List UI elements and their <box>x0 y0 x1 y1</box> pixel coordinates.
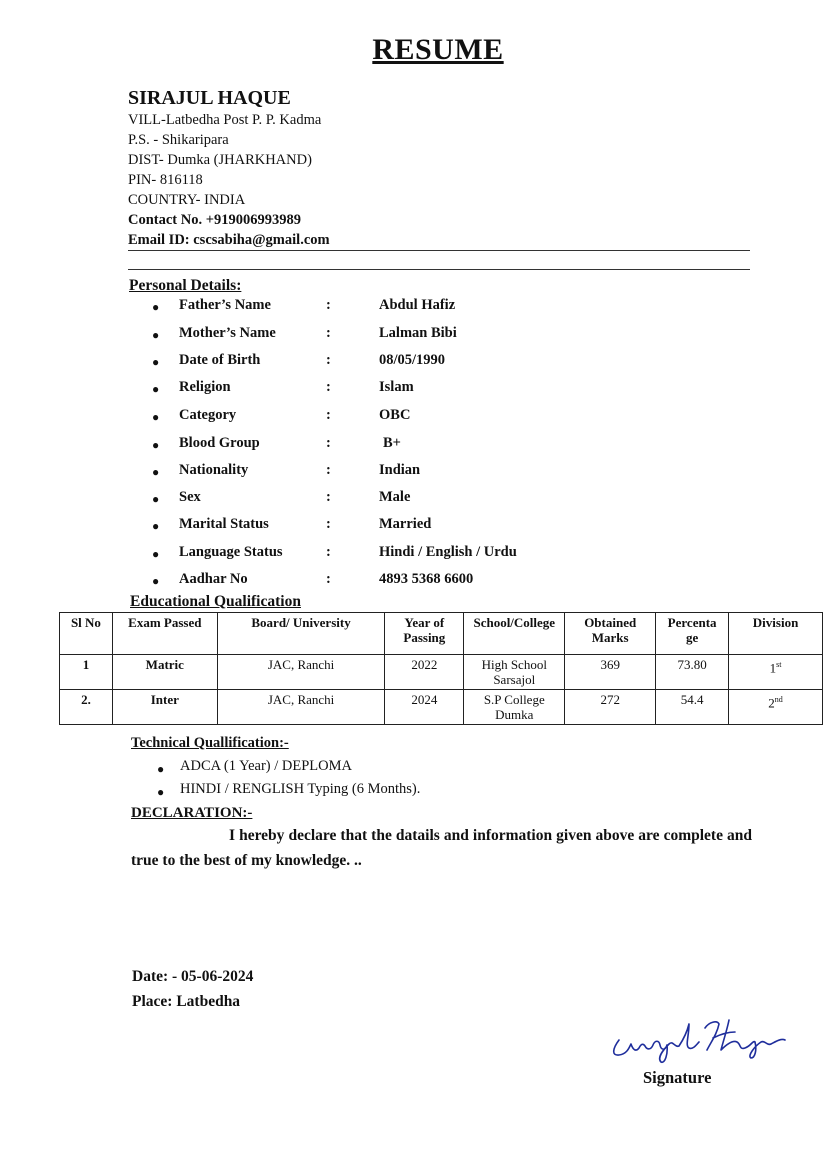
personal-colon: : <box>326 435 331 451</box>
bullet-icon: ● <box>152 519 160 533</box>
column-header-division: Division <box>729 613 823 655</box>
cell-school <box>464 690 565 725</box>
header-divider-top <box>128 250 750 251</box>
technical-item-adca: ADCA (1 Year) / DEPLOMA <box>180 758 352 774</box>
column-header-exam: Exam Passed <box>112 613 217 655</box>
cell-school-line-1: High School <box>481 657 547 672</box>
address-line-village: VILL-Latbedha Post P. P. Kadma <box>128 112 322 128</box>
personal-colon: : <box>326 352 331 368</box>
personal-value-category: OBC <box>379 407 411 423</box>
bullet-icon: ● <box>152 300 160 314</box>
education-table <box>59 612 823 725</box>
personal-colon: : <box>326 544 331 560</box>
personal-value-nationality: Indian <box>379 462 421 478</box>
personal-value-sex: Male <box>379 489 411 505</box>
column-header-percentage-line-2: ge <box>685 630 699 645</box>
bullet-icon: ● <box>152 465 160 479</box>
personal-colon: : <box>326 379 331 395</box>
declaration-heading: DECLARATION:- <box>131 805 253 821</box>
table-header-row <box>60 613 823 655</box>
cell-school-line-2: Dumka <box>495 707 534 722</box>
bullet-icon: ● <box>152 410 160 424</box>
address-line-district: DIST- Dumka (JHARKHAND) <box>128 152 312 168</box>
bullet-icon: ● <box>152 438 160 452</box>
personal-colon: : <box>326 489 331 505</box>
bullet-icon: ● <box>157 762 165 776</box>
bullet-icon: ● <box>152 574 160 588</box>
cell-board: JAC, Ranchi <box>217 655 385 690</box>
personal-label-nationality: Nationality <box>179 462 249 478</box>
personal-label-father: Father’s Name <box>179 297 271 313</box>
cell-school-line-2: Sarsajol <box>493 672 536 687</box>
column-header-school: School/College <box>464 613 565 655</box>
signature-label: Signature <box>643 1068 712 1087</box>
personal-label-marital-status: Marital Status <box>179 516 269 532</box>
cell-marks: 272 <box>565 690 656 725</box>
bullet-icon: ● <box>157 785 165 799</box>
personal-colon: : <box>326 516 331 532</box>
cell-school-line-1: S.P College <box>483 692 545 707</box>
personal-colon: : <box>326 297 331 313</box>
education-heading: Educational Qualification <box>130 593 301 610</box>
personal-value-aadhar: 4893 5368 6600 <box>379 571 474 587</box>
applicant-name: SIRAJUL HAQUE <box>128 87 291 109</box>
personal-value-father: Abdul Hafiz <box>379 297 456 313</box>
resume-title: RESUME <box>372 33 504 66</box>
division-suffix: st <box>776 660 782 669</box>
bullet-icon: ● <box>152 547 160 561</box>
column-header-year-line-2: Passing <box>403 630 446 645</box>
header-divider-bottom <box>128 269 750 270</box>
cell-division <box>729 655 823 690</box>
personal-label-dob: Date of Birth <box>179 352 261 368</box>
personal-label-mother: Mother’s Name <box>179 325 276 341</box>
cell-division <box>729 690 823 725</box>
declaration-place: Place: Latbedha <box>132 993 241 1010</box>
column-header-percentage-line-1: Percenta <box>667 615 717 630</box>
personal-colon: : <box>326 571 331 587</box>
technical-heading: Technical Quallification:- <box>131 735 289 751</box>
cell-sl-no: 1 <box>60 655 113 690</box>
personal-label-blood-group: Blood Group <box>179 435 260 451</box>
personal-label-religion: Religion <box>179 379 231 395</box>
bullet-icon: ● <box>152 382 160 396</box>
personal-value-dob: 08/05/1990 <box>379 352 446 368</box>
column-header-sl-no: Sl No <box>60 613 113 655</box>
personal-value-blood-group: B+ <box>383 435 401 451</box>
division-number: 1 <box>769 660 777 676</box>
handwritten-signature <box>605 1010 795 1065</box>
division-number: 2 <box>768 695 775 711</box>
column-header-year-line-1: Year of <box>404 615 445 630</box>
declaration-text <box>131 823 752 873</box>
address-line-pin: PIN- 816118 <box>128 172 203 188</box>
division-suffix: nd <box>774 695 783 704</box>
cell-exam: Matric <box>112 655 217 690</box>
table-row <box>60 655 823 690</box>
personal-value-religion: Islam <box>379 379 414 395</box>
cell-year: 2024 <box>385 690 464 725</box>
personal-colon: : <box>326 462 331 478</box>
personal-value-language: Hindi / English / Urdu <box>379 544 517 560</box>
personal-label-sex: Sex <box>179 489 201 505</box>
email-address: Email ID: cscsabiha@gmail.com <box>128 232 330 248</box>
cell-exam: Inter <box>112 690 217 725</box>
column-header-percentage <box>656 613 729 655</box>
column-header-year <box>385 613 464 655</box>
address-line-country: COUNTRY- INDIA <box>128 192 246 208</box>
cell-year: 2022 <box>385 655 464 690</box>
personal-value-mother: Lalman Bibi <box>379 325 457 341</box>
technical-item-typing: HINDI / RENGLISH Typing (6 Months). <box>180 781 421 797</box>
column-header-marks <box>565 613 656 655</box>
address-line-police-station: P.S. - Shikaripara <box>128 132 229 148</box>
bullet-icon: ● <box>152 328 160 342</box>
column-header-marks-line-1: Obtained <box>584 615 637 630</box>
personal-colon: : <box>326 325 331 341</box>
personal-details-heading: Personal Details: <box>129 277 242 294</box>
declaration-date: Date: - 05-06-2024 <box>132 968 254 985</box>
cell-board: JAC, Ranchi <box>217 690 385 725</box>
personal-label-language: Language Status <box>179 544 283 560</box>
declaration-body: I hereby declare that the datails and information given above are complete and true to the best of my knowledge. .. <box>131 827 752 869</box>
cell-percentage: 73.80 <box>656 655 729 690</box>
personal-label-category: Category <box>179 407 237 423</box>
cell-marks: 369 <box>565 655 656 690</box>
cell-percentage: 54.4 <box>656 690 729 725</box>
bullet-icon: ● <box>152 492 160 506</box>
personal-label-aadhar: Aadhar No <box>179 571 248 587</box>
contact-number: Contact No. +919006993989 <box>128 212 301 228</box>
bullet-icon: ● <box>152 355 160 369</box>
personal-colon: : <box>326 407 331 423</box>
cell-sl-no: 2. <box>60 690 113 725</box>
personal-value-marital-status: Married <box>379 516 432 532</box>
column-header-board: Board/ University <box>217 613 385 655</box>
column-header-marks-line-2: Marks <box>591 630 629 645</box>
cell-school <box>464 655 565 690</box>
table-row <box>60 690 823 725</box>
